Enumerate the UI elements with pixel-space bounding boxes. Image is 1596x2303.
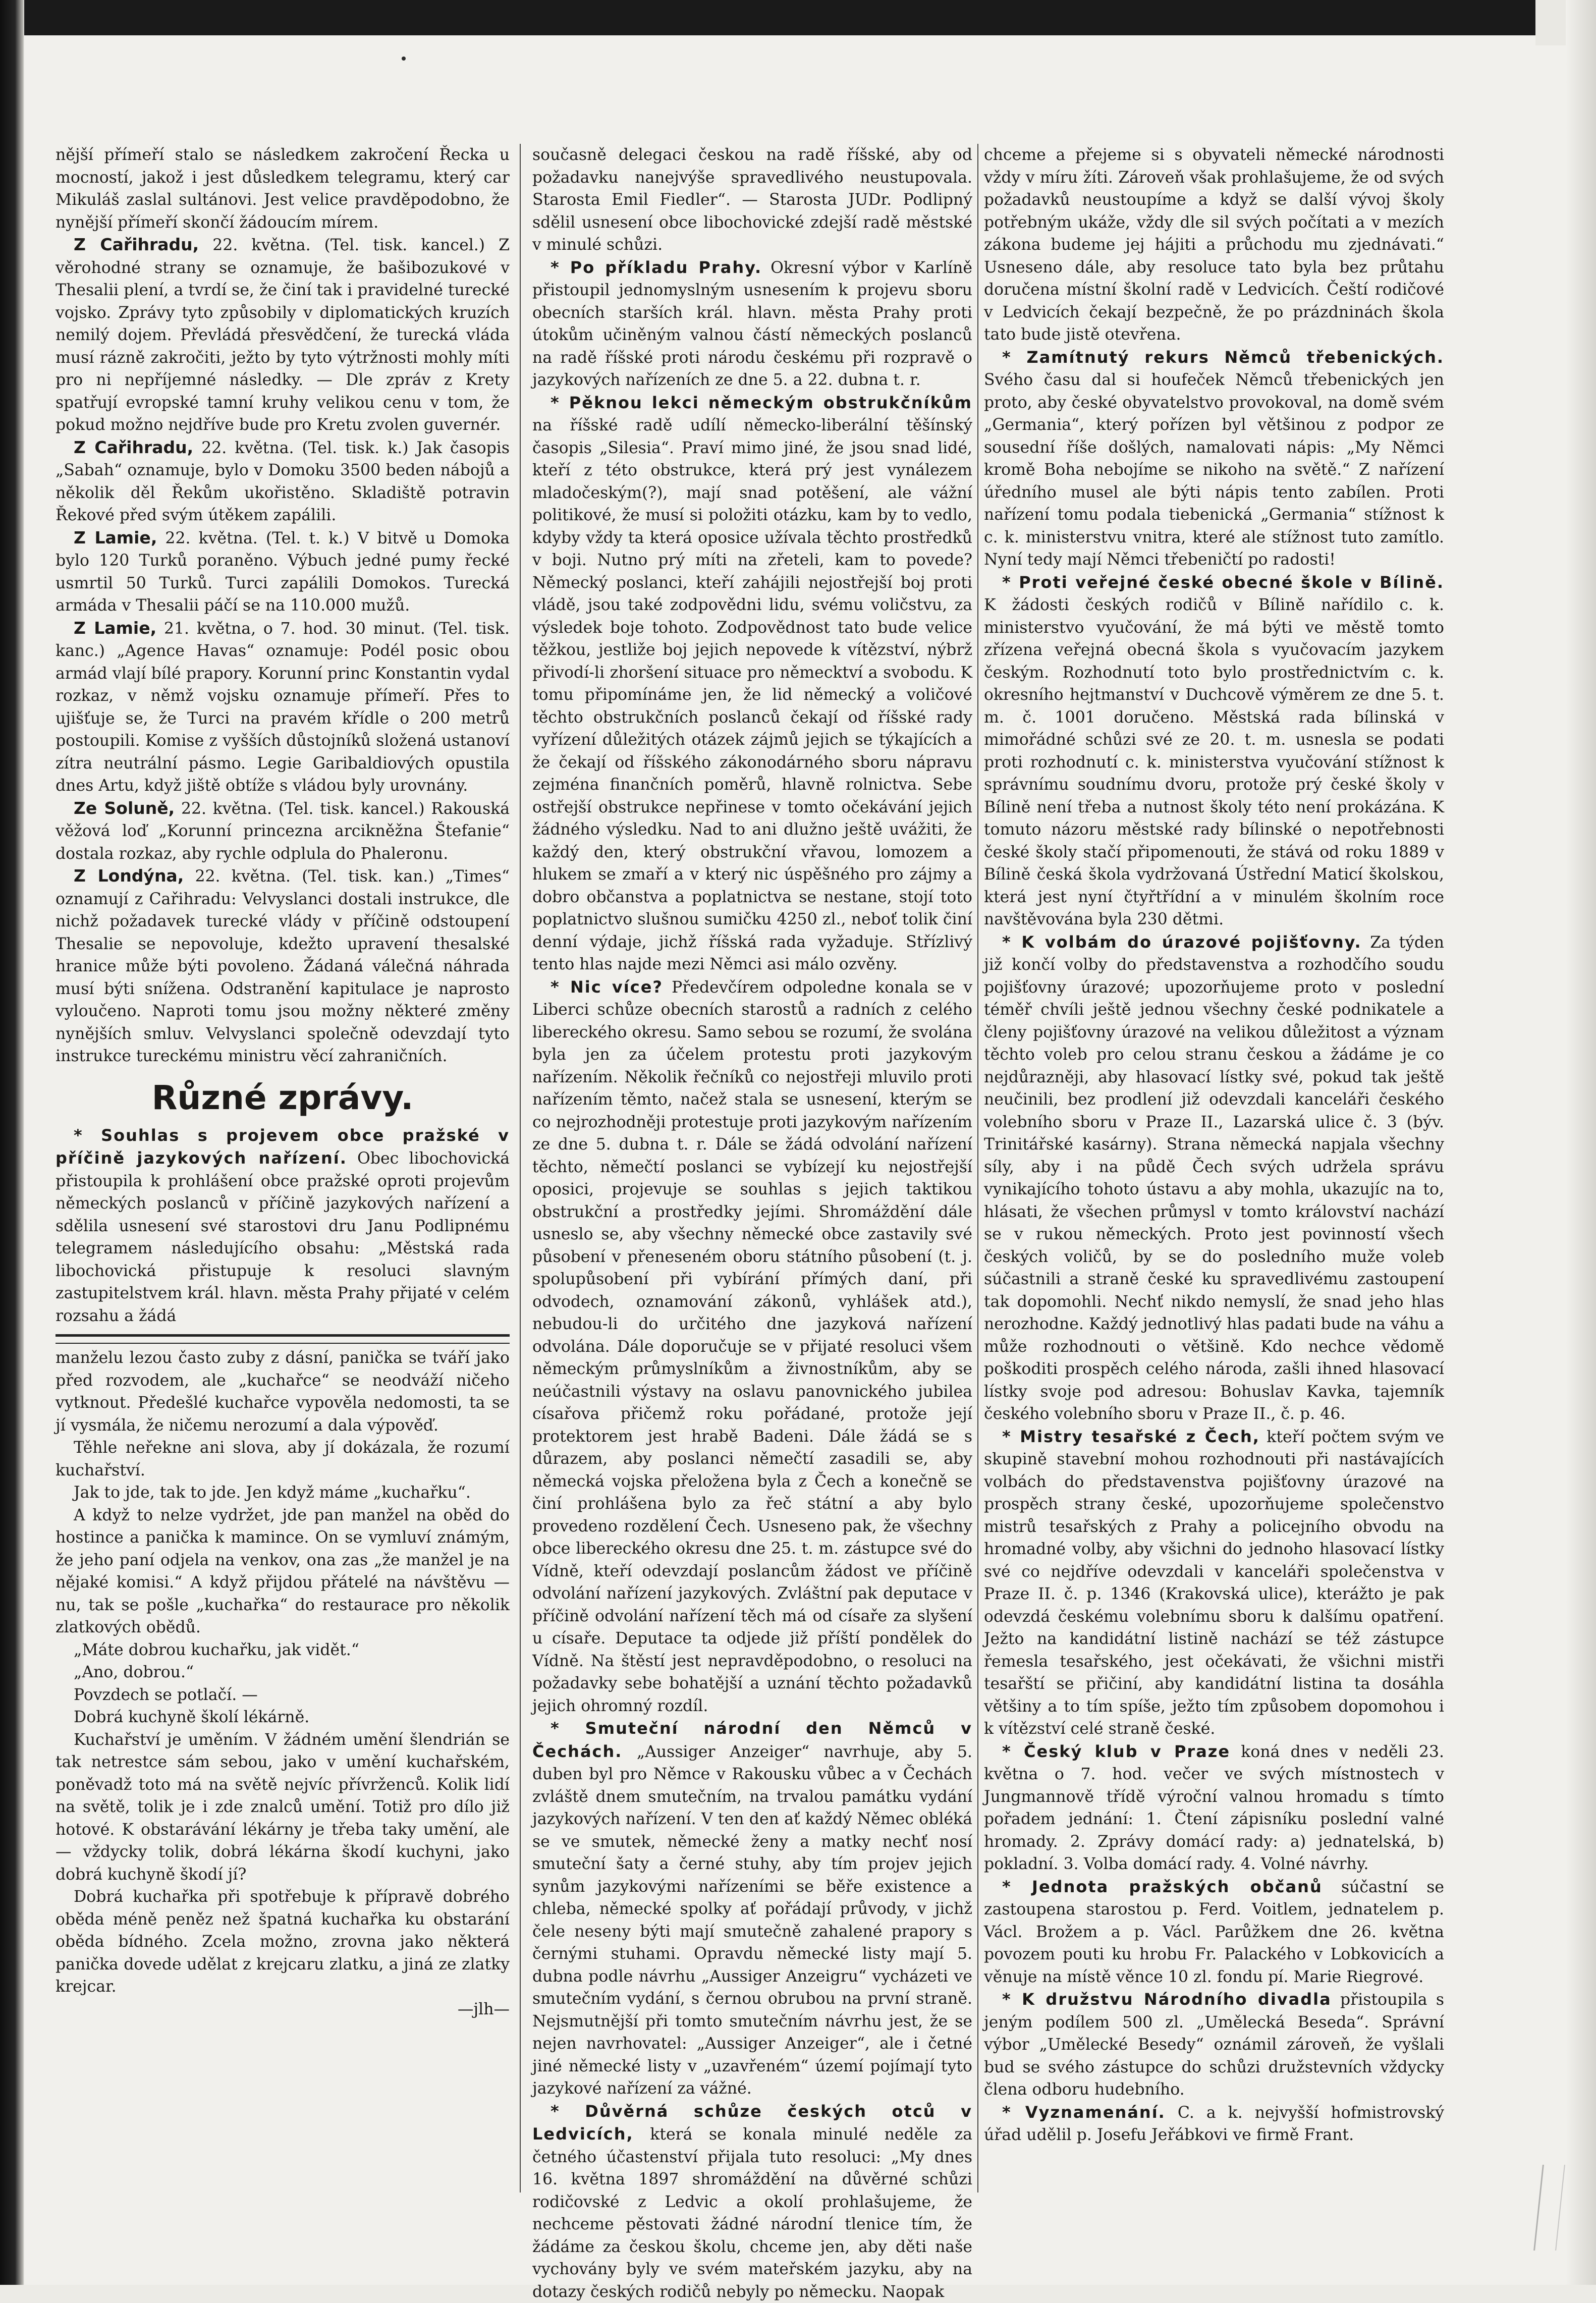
item-body: 22. května. (Tel. tisk. kancel.) Z věrohodné strany se oznamuje, že bašibozukové v Thesalii plení, a tvrdí se, že činí tak i pravidelné turecké vojsko. Zprávy tyto způsobily v diplomatických kruzích nemilý dojem. Převládá přesvědčení, že turecká vláda musí rázně zakročiti, ježto by tyto výtržnosti mohly míti pro ni nepříjemné následky. — Dle zpráv z Krety spatřují evropské tamní kruhy velikou cenu v tom, že pokud možno nejdříve bude pro Kretu zvolen guvernér.: [56, 236, 510, 434]
item-body: K žádosti českých rodičů v Bílině nařídilo c. k. ministerstvo vyučování, že má býti ve městě tomto zřízena veřejná obecná škola s vyučovacím jazykem českým. Rozhodnutí toto bylo prostřednictvím c. k. okresního hejtmanství v Duchcově výměrem ze dne 5. t. m. č. 1001 doručeno. Městská rada bílinská v mimořádné schůzi své ze 20. t. m. usnesla se podati proti rozhodnutí c. k. ministerstva vyučování stížnost k správnímu soudnímu dvoru, protože prý české školy v Bílině není třeba a nutnost školy této není prokázána. K tomuto názoru městské rady bílinské o nepotřebnosti české školy stačí připomenouti, že stává od roku 1889 v Bílině česká škola vydržovaná Ústřední Maticí školskou, která jest nyní čtyřtřídní a v minulém školním roce navštěvována byla 230 dětmi.: [984, 596, 1444, 928]
item-body: Předevčírem odpoledne konala se v Liberci schůze obecních starostů a radních z celého libereckého okresu. Samo sebou se rozumí, že svolána byla jen za účelem protestu proti jazykovým nařízením. Několik řečníků co nejostřeji mluvilo proti nařízením těmto, načež stala se usnesení, kterým se co nejrozhodněji protestuje proti jazykovým nařízením ze dne 5. dubna t. r. Dále se žádá odvolání nařízení těchto, němečtí poslanci se vybízejí ku nejostřejší oposici, projevuje se souhlas s jejich taktikou obstrukční a prostředky jejími. Shromáždění dále usneslo se, aby všechny německé obce zastavily své působení v přeneseném oboru státního působení (t. j. spolupůsobení při vybírání přímých daní, při odvodech, oznamování zákonů, vyhlášek atd.), nebudou-li do určitého dne jazyková nařízení odvolána. Dále doporučuje se v přijaté resoluci všem německým průmyslníkům a živnostníkům, aby se neúčastnili výstavy na oslavu panovnického jubilea císařova přičemž roku pořádané, protože její protektorem jest hrabě Badeni. Dále žádá se s důrazem, aby poslanci němečtí zasadili se, aby německá vojska přeložena byla z Čech a konečně se činí prohlášena bylo za řeč státní a aby bylo provedeno rozdělení Čech. Usneseno pak, že všechny obce libereckého okresu dne 25. t. m. zástupce své do Vídně, kteří odevzdají poslancům žádost ve příčině odvolání nařízení jazykových. Zvláštní pak deputace v příčině odvolání nařízení těch má od císaře za slyšení u císaře. Deputace ta odjede již příští pondělek do Vídně. Na štěstí jest nepravděpodobno, o resoluci na požadavky sebe bohatější a uznání těchto požadavků jejich ohromný rozdíl.: [532, 978, 972, 1715]
dateline: Z Londýna,: [74, 866, 184, 886]
news-dispatch: [56, 797, 510, 865]
news-item: [984, 346, 1444, 571]
news-item: [984, 1988, 1444, 2101]
ink-speck: [402, 57, 406, 61]
item-body: 22. května. (Tel. tisk. k.) Jak časopis „Sabah“ oznamuje, bylo v Domoku 3500 beden nábojů a několik děl Řekům ukořistěno. Skladiště potravin Řekové před svým útěkem zapálili.: [56, 439, 510, 525]
paragraph: současně delegaci českou na radě říšské, aby od požadavku nanejvýše spravedlivého neustupovala. Starosta Emil Fiedler“. — Starosta JUDr. Podlipný sdělil usnesení obce libochovické zdejší radě městské v minulé schůzi.: [532, 144, 972, 256]
news-item: [984, 1876, 1444, 1989]
paragraph: Povzdech se potlačí. —: [56, 1684, 510, 1707]
column-middle: [532, 144, 972, 2187]
news-item: [984, 1425, 1444, 1740]
paragraph: manželu lezou často zuby z dásní, panička se tváří jako před rozvodem, ale „kuchařce“ se neodváží ničeho vytknout. Předešlé kuchařce vypověla nedomosti, ta se jí vysmála, že ničemu nerozumí a dala výpověď.: [56, 1347, 510, 1437]
section-separator-rule: [56, 1334, 510, 1344]
item-body: která se konala minulé neděle za četného účastenství přijala tuto resoluci: „My dnes 16. května 1897 shromáždění na důvěrné schůzi rodičovské z Ledvic a okolí prohlašujeme, že nechceme pěstovati žádné národní tlenice tím, že žádáme za českou školu, chceme jen, aby děti naše vychovány byly ve svém mateřském jazyku, aby na dotazy českých rodičů nebyly po německu. Naopak: [532, 2125, 972, 2301]
column-divider: [520, 144, 521, 2192]
item-headline: * Vyznamenání.: [1002, 2103, 1166, 2122]
column-divider: [977, 144, 978, 2192]
news-dispatch: [56, 527, 510, 617]
item-body: Obec libochovická přistoupila k prohlášení obce pražské oproti projevům německých poslanců v příčině jazykových nařízení a sdělila usnesení své starostovi dru Janu Podlipnému telegramem následujícího obsahu: „Městská rada libochovická přistupuje k resoluci slavným zastupitelstvem král. hlavn. města Prahy přijaté v celém rozsahu a žádá: [56, 1149, 510, 1325]
margin-ink-mark: [1533, 2165, 1565, 2251]
item-body: na říšské radě udílí německo-liberální těšínský časopis „Silesia“. Praví mimo jiné, že jsou snad lidé, kteří z této obstrukce, která prý jest vynálezem mladočeským(?), mají snad potěšení, ale vážní politikové, že musí si položiti otázku, kam by to vedlo, kdyby vždy ta která oposice užívala těchto prostředků v boji. Nutno prý míti na zřeteli, kam to povede? Německý poslanci, kteří zahájili nejostřejší boj proti vládě, jsou také zodpovědni lidu, svému voličstvu, za výsledek boje tohoto. Zodpovědnost tato bude velice těžkou, jestliže boj jejich nepovede k vítězství, nýbrž přivodí-li zhoršení situace pro německtví a svobodu. K tomu připomínáme jen, že lid německý a voličové těchto obstrukčních poslanců čekají od říšské rady vyřízení důležitých otázek zájmů jejich se týkajících a že čekají od říšského zákonodárného sboru nápravu zejména finančních poměrů, hlavně rolnictva. Sebe ostřejší obstrukce nepřinese v tomto očekávání jejich žádného výsledku. Nad to ani dlužno ještě uvážiti, že každý den, který obstrukční vřavou, lomozem a hlukem se zmaří a v který nic úspěšného pro zájmy a dobro občanstva a poplatnictva se nestane, stojí toto poplatnictvo slušnou sumičku 4250 zl., neboť tolik činí denní výdaje, jichž říšská rada vyžaduje. Střízlivý tento hlas najde mezi Němci asi málo ozvěny.: [532, 416, 972, 973]
paragraph: Těhle neřekne ani slova, aby jí dokázala, že rozumí kuchařství.: [56, 1437, 510, 1482]
item-body: C. a k. nejvyšší hofmistrovský úřad udělil p. Josefu Jeřábkovi ve firmě Frant.: [984, 2104, 1444, 2145]
news-dispatch: [56, 865, 510, 1068]
item-headline: * Český klub v Praze: [1002, 1742, 1230, 1761]
item-body: súčastní se zastoupena starostou p. Ferd. Voitlem, jednatelem p. Václ. Brožem a p. Václ. Parůžkem dne 26. května povozem pouti ku hrobu Fr. Palackého v Lobkovicích a věnuje na místě věnce 10 zl. fondu pí. Marie Riegrové.: [984, 1878, 1444, 1986]
paragraph: A když to nelze vydržet, jde pan manžel na oběd do hostince a panička k mamince. On se vymluví známým, že jeho paní odjela na venkov, ona zas „že manžel je na nějaké komisi.“ A když přijdou přátelé na návštěvu — nu, tak se pošle „kuchařka“ do restaurace pro několik zlatkových obědů.: [56, 1504, 510, 1639]
dateline: Z Cařihradu,: [74, 235, 199, 254]
item-body: „Aussiger Anzeiger“ navrhuje, aby 5. duben byl pro Němce v Rakousku vůbec a v Čechách zvláště dnem smutečním, na trvalou památku vydání jazykových nařízení. V ten den ať každý Němec obléká se ve smutek, německé ženy a matky nechť nosí smuteční šaty a černé stuhy, aby tím projev jejich synům jazykovými nařízeními se běře existence a chleba, německé spolky ať pořádají průvody, v jichž čele neseny býti mají smutečně zahalené prapory s černými stuhami. Opravdu německé listy mají 5. dubna podle návrhu „Aussiger Anzeigru“ vycházeti ve smutečním vydání, s černou obrubou na první straně. Nejsmutnější při tomto smutečním návrhu jest, že se nejen navrhovatel: „Aussiger Anzeiger“, ale i četné jiné německé listy v „uzavřeném“ území pojímají tyto jazykové nařízení za vážné.: [532, 1743, 972, 2098]
item-headline: * K volbám do úrazové pojišťovny.: [1002, 933, 1362, 952]
paragraph: Dobrá kuchyně školí lékárně.: [56, 1706, 510, 1729]
news-item: [532, 392, 972, 976]
item-headline: * Zamítnutý rekurs Němců třebenických.: [1002, 348, 1444, 367]
news-item: [984, 2101, 1444, 2147]
news-item: [984, 931, 1444, 1425]
scan-border-left: [0, 0, 24, 2285]
item-headline: * Pěknou lekci německým obstrukčníkům: [551, 393, 972, 412]
column-right: [984, 144, 1444, 2187]
scan-border-right: [1566, 0, 1596, 2285]
paragraph: Jak to jde, tak to jde. Jen když máme „kuchařku“.: [56, 1482, 510, 1504]
item-body: kteří počtem svým ve skupině stavební mohou rozhodnouti při nastávajících volbách do představenstva pojišťovny úrazové na prospěch strany české, upozorňujeme společenstvo mistrů tesařských z Prahy a policejního obvodu na hromadné volby, aby všichni do jednoho hlasovací lístky své co nejdříve odevzdali v kanceláři společenstva v Praze II. č. p. 1346 (Krakovská ulice), kterážto je pak odevzdá českému volebnímu sboru k dalšímu opatření. Ježto na kandidátní listině nachází se též zástupce řemesla tesařského, jest očekávati, že všichni mistři tesařští se přičiní, aby kandidátní listina ta dosáhla většiny a to tím spíše, ježto tím způsobem dopomohou i k vítězství celé straně české.: [984, 1428, 1444, 1738]
item-headline: * Po příkladu Prahy.: [551, 258, 762, 277]
news-item: [532, 256, 972, 392]
section-heading: Různé zprávy.: [56, 1079, 510, 1117]
paragraph: „Máte dobrou kuchařku, jak vidět.“: [56, 1639, 510, 1662]
news-dispatch: [56, 234, 510, 436]
scan-border-top: [0, 0, 1596, 35]
item-body: 22. května. (Tel. tisk. kan.) „Times“ oznamují z Cařihradu: Velvyslanci dostali instrukce, dle nichž požadavek turecké vlády v příčině odstoupení Thesalie se nepovoluje, kdežto upravení thesalské hranice může býti povoleno. Žádaná válečná náhrada musí býti snížena. Odstranění kapitulace je naprosto vyloučeno. Naproti tomu jsou možny některé změny nynějších smluv. Velvyslanci společně odevzdají tyto instrukce tureckému ministru věcí zahraničních.: [56, 867, 510, 1065]
item-body: Okresní výbor v Karlíně přistoupil jednomyslným usnesením k projevu sboru obecních starších král. hlavn. města Prahy proti útokům učiněným valnou částí německých poslanců na radě říšské proti národu českému při rozpravě o jazykových nařízeních ze dne 5. a 22. dubna t. r.: [532, 259, 972, 390]
item-body: Svého času dal si houfeček Němců třebenických jen proto, aby české obyvatelstvo provokoval, na domě svém „Germania“, který pořízen byl většinou z podpor ze sousední říše došlých, namalovati nápis: „My Němci kromě Boha nebojíme se nikoho na světě.“ Z nařízení úředního musel ale býti nápis tento zabílen. Proti nařízení tomu podala tiebenická „Germania“ stížnost k c. k. ministerstvu vnitra, které ale stížnost tuto zamítlo. Nyní tedy mají Němci třebeničtí po radosti!: [984, 371, 1444, 569]
news-item: [532, 1717, 972, 2100]
dateline: Z Lamie,: [74, 618, 156, 638]
news-dispatch: [56, 617, 510, 797]
dateline: Z Cařihradu,: [74, 437, 193, 457]
news-dispatch: [56, 436, 510, 527]
dateline: Z Lamie,: [74, 528, 157, 547]
item-headline: * Důvěrná schůze českých otců v Ledvicích,: [532, 2102, 972, 2144]
news-item: [984, 1740, 1444, 1876]
item-headline: * Souhlas s projevem obce pražské v příčině jazykových nařízení.: [56, 1126, 510, 1168]
dateline: Ze Soluně,: [74, 798, 175, 818]
item-headline: * Smuteční národní den Němců v Čechách.: [532, 1719, 972, 1761]
item-body: Za týden již končí volby do představenstva a rozhodčího soudu pojišťovny úrazové; upozorňujeme proto v poslední téměř chvíli ještě jednou všechny české podnikatele a členy pojišťovny úrazové na velikou důležitost a význam těchto voleb pro celou stranu českou a žádáme je co nejdůrazněji, aby hlasovací lístky své, pokud tak ještě neučinili, bez prodlení již odevzdali kanceláři českého volebního sboru v Praze II., Lazarská ulice č. 3 (býv. Trinitářské kasárny). Strana německá napjala všechny síly, aby i na půdě Čech svých udržela správu vynikajícího tohoto ústavu a aby mohla, ukazujíc na to, hlásati, že všechen průmysl v tomto království nachází se v rukou německých. Proto jest povinností všech českých voličů, by se do posledního muže voleb súčastnili a straně české ku spravedlivému zastoupení tak dopomohli. Nechť nikdo nemyslí, že snad jeho hlas nerozhodne. Každý jednotlivý hlas padati bude na váhu a může rozhodnouti o většině. Kdo nechce vědomě poškoditi prospěch celého národa, zašli ihned hlasovací lístky svoje pod adresou: Bohuslav Kavka, tajemník českého volebního sboru v Praze II., č. p. 46.: [984, 934, 1444, 1423]
paragraph: Dobrá kuchařka při spotřebuje k přípravě dobrého oběda méně peněz než špatná kuchařka ku obstarání oběda bídného. Zcela možno, zrovna jako některá panička dovede udělat z krejcaru zlatku, a jiná ze zlatky krejcar.: [56, 1886, 510, 1998]
item-body: přistoupila s jeným podílem 500 zl. „Umělecká Beseda“. Správní výbor „Umělecké Besedy“ oznámil zároveň, že vyšlali bud se svého zástupce do schůzi družstevních vždycky člena odboru hudebního.: [984, 1991, 1444, 2099]
paragraph: Kuchařství je uměním. V žádném umění šlendrián se tak netrestce sám sebou, jako v umění kuchařském, poněvadž toto má na světě nejvíc přívrženců. Kolik lidí na světě, tolik je i zde znalců umění. Totiž pro dílo již hotové. K obstarávání lékárny je třeba taky umění, ale — vždycky tolik, dobrá lékárna škodí kuchyni, jako dobrá kuchyně škodí jí?: [56, 1729, 510, 1886]
author-signature: —jlh—: [56, 1998, 510, 2021]
item-headline: * K družstvu Národního divadla: [1002, 1990, 1332, 2009]
paragraph: „Ano, dobrou.“: [56, 1661, 510, 1684]
item-body: 22. května. (Tel. t. k.) V bitvě u Domoka bylo 120 Turků poraněno. Výbuch jedné pumy řecké usmrtil 50 Turků. Turci zapálili Domokos. Turecká armáda v Thesalii páčí se na 110.000 mužů.: [56, 529, 510, 615]
item-headline: * Mistry tesařské z Čech,: [1002, 1427, 1260, 1446]
news-item: [56, 1124, 510, 1328]
news-item: [532, 2100, 972, 2303]
paragraph: chceme a přejeme si s obyvateli německé národnosti vždy v míru žíti. Zároveň však prohlašujeme, že od svých požadavků neustoupíme a když se další vývoj školy potřebným ukáže, vždy dle sil svých počítati a v mezích zákona budeme jej hájiti a průchodu mu zjednávati.“ Usneseno dále, aby resoluce tato byla bez průtahu doručena místní školní radě v Ledvicích. Čeští rodičové v Ledvicích čekají bezpečně, že po prázdninách škola tato bude jistě otevřena.: [984, 144, 1444, 346]
news-item: [984, 571, 1444, 931]
item-body: 21. května, o 7. hod. 30 minut. (Tel. tisk. kanc.) „Agence Havas“ oznamuje: Podél posic obou armád vlají bílé prapory. Korunní princ Konstantin vydal rozkaz, v němž vojsku oznamuje přímeří. Přes to ujišťuje se, že Turci na pravém křídle o 200 metrů postoupili. Komise z vyšších důstojníků složená ustanoví zítra neutrální pásmo. Legie Garibaldiových opustila dnes Artu, když jiště obtíže s vládou byly urovnány.: [56, 620, 510, 795]
item-headline: * Jednota pražských občanů: [1002, 1877, 1323, 1896]
item-headline: * Nic více?: [551, 977, 663, 997]
news-item: [532, 976, 972, 1718]
item-headline: * Proti veřejné české obecné škole v Bílině.: [1002, 573, 1444, 592]
item-body: 22. května. (Tel. tisk. kancel.) Rakouská věžová loď „Korunní princezna arcikněžna Štefanie“ dostala rozkaz, aby rychle odplula do Phaleronu.: [56, 800, 510, 863]
item-body: koná dnes v neděli 23. května o 7. hod. večer ve svých místnostech v Jungmannově třídě výroční valnou hromadu s tímto pořadem jednání: 1. Čtení zápisníku poslední valné hromady. 2. Zprávy domácí rady: a) jednatelská, b) pokladní. 3. Volba domácí rady. 4. Volné návrhy.: [984, 1743, 1444, 1874]
paragraph: nější přímeří stalo se následkem zakročení Řecka u mocností, jakož i jest důsledkem telegramu, který car Mikuláš zaslal sultánovi. Jest velice pravděpodobno, že nynější přímeří skončí žádoucím mírem.: [56, 144, 510, 234]
column-left: [56, 144, 510, 2142]
